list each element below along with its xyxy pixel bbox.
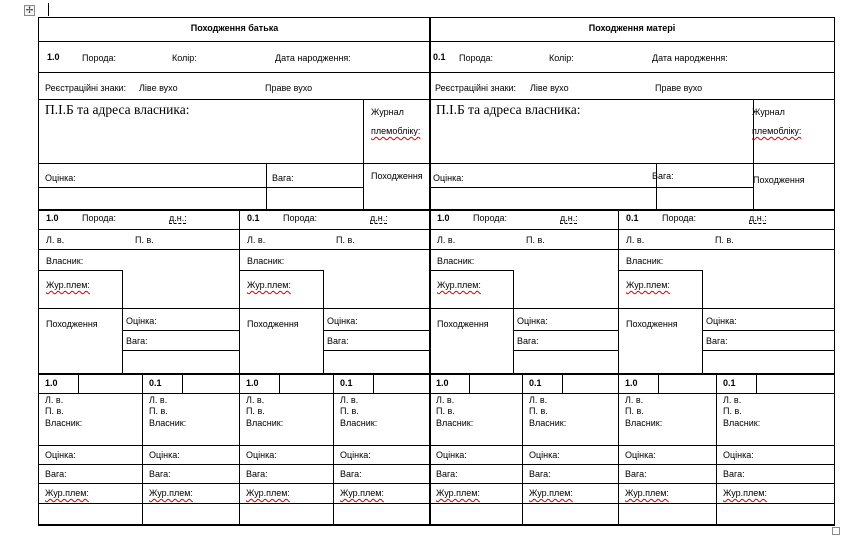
great-granddam-4-code: 0.1 — [340, 378, 353, 388]
text-cursor — [48, 3, 49, 16]
table-move-handle-icon[interactable]: ✢ — [25, 5, 34, 15]
great-granddam-6-left-ear-label: Л. в. — [529, 395, 548, 405]
mother-color-label: Колір: — [549, 53, 574, 63]
mother-grandsire-owner-label: Власник: — [437, 256, 475, 266]
mother-grandsire-score-label: Оцінка: — [517, 316, 548, 326]
grid-line — [834, 373, 835, 524]
mother-reg-marks-label: Реєстраційні знаки: — [435, 83, 517, 93]
grid-line — [38, 503, 834, 504]
great-granddam-2-right-ear-label: П. в. — [149, 406, 168, 416]
father-right-ear-label: Праве вухо — [265, 83, 313, 93]
grid-line — [702, 350, 834, 351]
great-granddam-6-journal-label: Жур.плем: — [529, 488, 573, 498]
father-weight-label: Вага: — [272, 173, 294, 183]
great-grandsire-1-journal-label: Жур.плем: — [45, 488, 89, 498]
mother-granddam-origin-label: Походження — [626, 319, 678, 329]
grid-line — [513, 270, 514, 373]
grid-line — [38, 229, 834, 230]
grid-line — [38, 41, 834, 42]
great-granddam-8-left-ear-label: Л. в. — [723, 395, 742, 405]
father-birthdate-label: Дата народження: — [275, 53, 351, 63]
grid-line — [78, 373, 79, 393]
grid-line — [142, 373, 143, 524]
father-granddam-breed-label: Порода: — [283, 213, 318, 223]
mother-journal-label: Журнал — [752, 107, 785, 117]
father-owner-name-label: П.І.Б та адреса власника: — [45, 102, 190, 117]
mother-grandsire-origin-label: Походження — [437, 319, 489, 329]
father-score-label: Оцінка: — [45, 173, 76, 183]
grid-line — [38, 72, 834, 73]
great-grandsire-5-right-ear-label: П. в. — [436, 406, 455, 416]
great-granddam-4-left-ear-label: Л. в. — [340, 395, 359, 405]
great-granddam-8-score-label: Оцінка: — [723, 450, 754, 460]
great-grandsire-1-weight-label: Вага: — [45, 469, 67, 479]
grid-line — [702, 330, 834, 331]
father-granddam-left-ear-label: Л. в. — [247, 235, 266, 245]
great-grandsire-5-code: 1.0 — [436, 378, 449, 388]
grid-line — [38, 483, 834, 484]
father-journal-label-2: племобліку: — [371, 126, 421, 136]
great-grandsire-1-score-label: Оцінка: — [45, 450, 76, 460]
great-grandsire-1-left-ear-label: Л. в. — [45, 395, 64, 405]
grid-line — [38, 17, 39, 525]
grid-line — [323, 330, 429, 331]
great-granddam-8-owner-label: Власник: — [723, 418, 761, 428]
grid-line — [38, 249, 834, 250]
mother-code: 0.1 — [433, 52, 446, 62]
grid-line — [618, 373, 619, 524]
grid-line — [323, 270, 324, 373]
great-granddam-8-right-ear-label: П. в. — [723, 406, 742, 416]
mother-score-label: Оцінка: — [433, 173, 464, 183]
great-granddam-2-code: 0.1 — [149, 378, 162, 388]
grid-line — [38, 270, 122, 271]
great-grandsire-7-code: 1.0 — [625, 378, 638, 388]
grid-line — [658, 373, 659, 393]
mother-origin-label: Походження — [753, 175, 805, 185]
grid-line — [333, 373, 334, 524]
grid-line — [373, 373, 374, 393]
great-grandsire-1-right-ear-label: П. в. — [45, 406, 64, 416]
father-granddam-journal-label: Жур.плем: — [247, 280, 291, 290]
great-grandsire-3-owner-label: Власник: — [246, 418, 284, 428]
father-code: 1.0 — [47, 52, 60, 62]
grid-line — [122, 270, 123, 373]
father-granddam-dob-label: д.н.: — [370, 213, 388, 223]
mother-grandsire-code: 1.0 — [437, 213, 450, 223]
grid-line — [38, 187, 363, 188]
mother-birthdate-label: Дата народження: — [652, 53, 728, 63]
grid-line — [429, 187, 753, 188]
great-granddam-4-score-label: Оцінка: — [340, 450, 371, 460]
great-grandsire-3-right-ear-label: П. в. — [246, 406, 265, 416]
great-granddam-8-weight-label: Вага: — [723, 469, 745, 479]
great-granddam-4-weight-label: Вага: — [340, 469, 362, 479]
grid-line — [363, 99, 364, 209]
great-granddam-8-journal-label: Жур.плем: — [723, 488, 767, 498]
grid-line — [513, 350, 618, 351]
great-grandsire-3-score-label: Оцінка: — [246, 450, 277, 460]
great-granddam-6-right-ear-label: П. в. — [529, 406, 548, 416]
mother-granddam-weight-label: Вага: — [706, 336, 728, 346]
table-resize-handle[interactable] — [832, 527, 840, 535]
mother-grandsire-left-ear-label: Л. в. — [437, 235, 456, 245]
grid-line — [562, 373, 563, 393]
father-grandsire-weight-label: Вага: — [126, 336, 148, 346]
grid-line — [753, 163, 834, 164]
father-granddam-score-label: Оцінка: — [327, 316, 358, 326]
father-grandsire-origin-label: Походження — [46, 319, 98, 329]
great-grandsire-1-owner-label: Власник: — [45, 418, 83, 428]
grid-line — [122, 350, 239, 351]
great-grandsire-3-journal-label: Жур.плем: — [246, 488, 290, 498]
mother-grandsire-journal-label: Жур.плем: — [437, 280, 481, 290]
grid-line — [239, 373, 240, 524]
great-grandsire-1-code: 1.0 — [45, 378, 58, 388]
great-granddam-8-code: 0.1 — [723, 378, 736, 388]
father-origin-label: Походження — [371, 171, 423, 181]
grid-line — [513, 330, 618, 331]
grid-line — [239, 270, 323, 271]
mother-grandsire-weight-label: Вага: — [517, 336, 539, 346]
mother-right-ear-label: Праве вухо — [655, 83, 703, 93]
great-granddam-6-code: 0.1 — [529, 378, 542, 388]
father-granddam-owner-label: Власник: — [247, 256, 285, 266]
grid-line — [239, 209, 240, 373]
great-grandsire-3-left-ear-label: Л. в. — [246, 395, 265, 405]
great-granddam-2-owner-label: Власник: — [149, 418, 187, 428]
mother-granddam-breed-label: Порода: — [662, 213, 697, 223]
grid-line — [702, 270, 703, 373]
grid-line — [618, 209, 619, 373]
mother-granddam-code: 0.1 — [626, 213, 639, 223]
great-granddam-2-weight-label: Вага: — [149, 469, 171, 479]
great-grandsire-5-journal-label: Жур.плем: — [436, 488, 480, 498]
grid-line — [469, 373, 470, 393]
great-granddam-2-left-ear-label: Л. в. — [149, 395, 168, 405]
grid-line — [756, 373, 757, 393]
father-grandsire-dob-label: д.н.: — [169, 213, 187, 223]
grid-line — [122, 330, 239, 331]
father-grandsire-right-ear-label: П. в. — [135, 235, 154, 245]
great-granddam-2-journal-label: Жур.плем: — [149, 488, 193, 498]
father-grandsire-score-label: Оцінка: — [126, 316, 157, 326]
great-grandsire-5-left-ear-label: Л. в. — [436, 395, 455, 405]
grid-line — [834, 209, 835, 373]
grid-line — [618, 270, 702, 271]
great-granddam-6-weight-label: Вага: — [529, 469, 551, 479]
great-grandsire-7-left-ear-label: Л. в. — [625, 395, 644, 405]
father-grandsire-journal-label: Жур.плем: — [46, 280, 90, 290]
great-grandsire-7-weight-label: Вага: — [625, 469, 647, 479]
father-granddam-weight-label: Вага: — [327, 336, 349, 346]
mother-owner-name-label: П.І.Б та адреса власника: — [436, 102, 581, 117]
father-granddam-origin-label: Походження — [247, 319, 299, 329]
mother-granddam-owner-label: Власник: — [626, 256, 664, 266]
grid-line — [618, 308, 834, 309]
father-breed-label: Порода: — [82, 53, 117, 63]
grid-line — [182, 373, 183, 393]
great-granddam-6-score-label: Оцінка: — [529, 450, 560, 460]
grid-line — [363, 163, 429, 164]
mother-origin-title: Походження матері — [588, 23, 676, 33]
mother-granddam-journal-label: Жур.плем: — [626, 280, 670, 290]
grid-line — [38, 524, 835, 526]
great-granddam-4-right-ear-label: П. в. — [340, 406, 359, 416]
great-grandsire-7-owner-label: Власник: — [625, 418, 663, 428]
mother-grandsire-right-ear-label: П. в. — [526, 235, 545, 245]
great-grandsire-3-weight-label: Вага: — [246, 469, 268, 479]
mother-granddam-left-ear-label: Л. в. — [626, 235, 645, 245]
grid-line — [266, 163, 267, 209]
father-color-label: Колір: — [172, 53, 197, 63]
great-grandsire-7-score-label: Оцінка: — [625, 450, 656, 460]
grid-line — [522, 373, 523, 524]
great-grandsire-5-score-label: Оцінка: — [436, 450, 467, 460]
father-grandsire-code: 1.0 — [46, 213, 59, 223]
grid-line — [429, 308, 618, 309]
grid-line — [38, 163, 363, 164]
grid-line — [429, 373, 430, 524]
great-grandsire-7-journal-label: Жур.плем: — [625, 488, 669, 498]
great-grandsire-7-right-ear-label: П. в. — [625, 406, 644, 416]
grid-line — [429, 163, 753, 164]
grid-line — [38, 393, 834, 394]
grid-line — [38, 209, 834, 211]
great-granddam-4-owner-label: Власник: — [340, 418, 378, 428]
grid-line — [38, 445, 834, 446]
father-granddam-code: 0.1 — [247, 213, 260, 223]
great-granddam-4-journal-label: Жур.плем: — [340, 488, 384, 498]
mother-breed-label: Порода: — [459, 53, 494, 63]
mother-left-ear-label: Ліве вухо — [530, 83, 569, 93]
great-grandsire-5-weight-label: Вага: — [436, 469, 458, 479]
great-grandsire-3-code: 1.0 — [246, 378, 259, 388]
mother-weight-label: Вага: — [652, 171, 674, 181]
mother-journal-label-2: племобліку: — [752, 126, 802, 136]
grid-line — [38, 373, 834, 375]
grid-line — [38, 17, 834, 18]
father-grandsire-left-ear-label: Л. в. — [46, 235, 65, 245]
father-granddam-right-ear-label: П. в. — [336, 235, 355, 245]
grid-line — [429, 209, 430, 373]
mother-granddam-right-ear-label: П. в. — [715, 235, 734, 245]
grid-line — [429, 270, 513, 271]
mother-grandsire-breed-label: Порода: — [473, 213, 508, 223]
mother-granddam-score-label: Оцінка: — [706, 316, 737, 326]
father-grandsire-breed-label: Порода: — [82, 213, 117, 223]
grid-line — [38, 464, 834, 465]
grid-line — [38, 308, 239, 309]
great-grandsire-5-owner-label: Власник: — [436, 418, 474, 428]
grid-line — [716, 373, 717, 524]
father-origin-title: Походження батька — [190, 23, 279, 33]
great-granddam-2-score-label: Оцінка: — [149, 450, 180, 460]
grid-line — [656, 163, 657, 209]
mother-granddam-dob-label: д.н.: — [749, 213, 767, 223]
father-journal-label: Журнал — [371, 107, 404, 117]
grid-line — [323, 350, 429, 351]
great-granddam-6-owner-label: Власник: — [529, 418, 567, 428]
grid-line — [38, 99, 834, 100]
mother-grandsire-dob-label: д.н.: — [560, 213, 578, 223]
father-grandsire-owner-label: Власник: — [46, 256, 84, 266]
father-reg-marks-label: Реєстраційні знаки: — [45, 83, 127, 93]
grid-line — [239, 308, 429, 309]
father-left-ear-label: Ліве вухо — [139, 83, 178, 93]
grid-line — [279, 373, 280, 393]
